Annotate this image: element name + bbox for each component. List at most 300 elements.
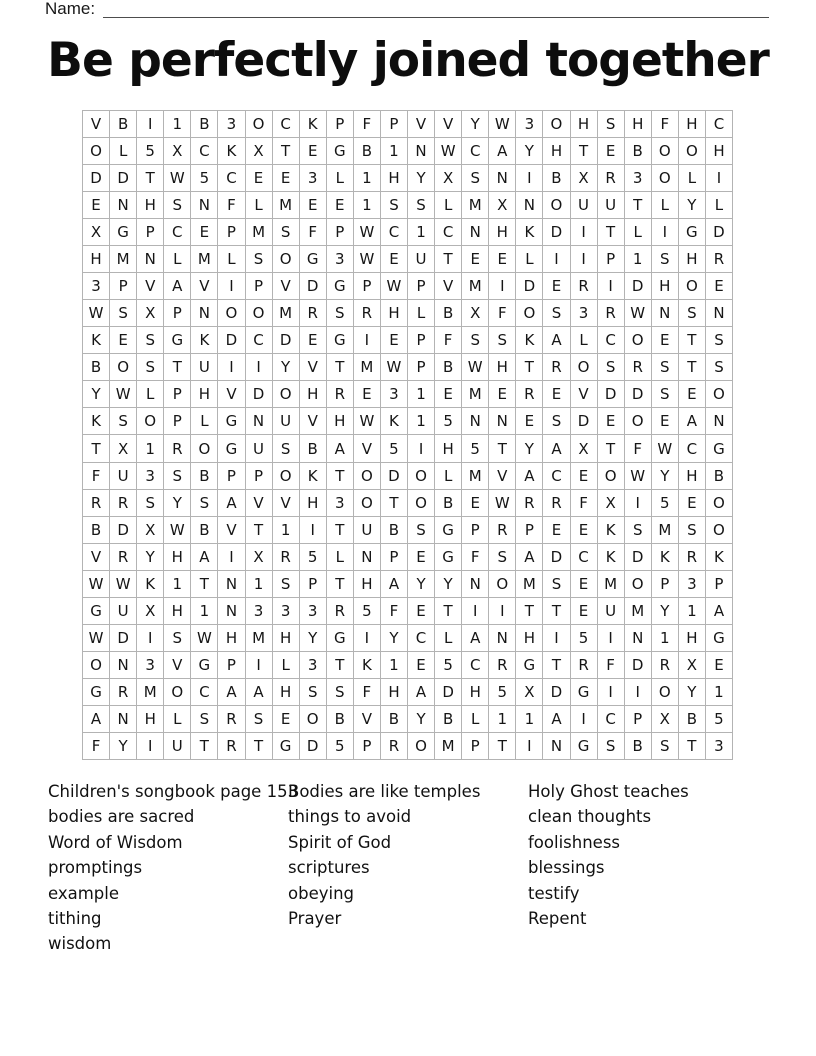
grid-cell: 1 [273,517,300,544]
grid-cell: R [598,165,625,192]
grid-cell: 1 [489,706,516,733]
grid-cell: S [598,111,625,138]
grid-cell: O [706,490,733,517]
grid-cell: D [625,273,652,300]
word-list-item: Holy Ghost teaches [528,782,689,801]
grid-cell: N [543,733,570,760]
grid-cell: V [435,111,462,138]
grid-cell: M [246,625,273,652]
grid-cell: E [435,381,462,408]
grid-cell: E [543,273,570,300]
grid-cell: 1 [679,598,706,625]
grid-cell: G [110,219,137,246]
grid-cell: 3 [273,598,300,625]
word-list-item: bodies are sacred [48,807,195,827]
grid-cell: O [543,111,570,138]
grid-cell: O [137,408,164,435]
word-list-column [288,779,528,957]
grid-cell: O [652,679,679,706]
grid-cell: Y [83,381,110,408]
grid-cell: E [83,192,110,219]
grid-cell: O [625,408,652,435]
grid-cell: 3 [381,381,408,408]
grid-cell: N [110,192,137,219]
grid-cell: M [652,517,679,544]
grid-cell: X [462,300,489,327]
grid-cell: P [327,111,354,138]
grid-cell: F [218,192,245,219]
grid-cell: D [598,381,625,408]
grid-cell: C [164,219,191,246]
grid-cell: I [625,679,652,706]
grid-cell: A [381,571,408,598]
grid-cell: V [164,652,191,679]
grid-cell: X [571,435,598,462]
grid-cell: R [218,733,245,760]
grid-cell: P [408,354,435,381]
grid-cell: G [164,327,191,354]
grid-cell: H [300,490,327,517]
grid-cell: E [679,490,706,517]
grid-cell: W [652,435,679,462]
grid-cell: M [516,571,543,598]
grid-cell: 3 [137,652,164,679]
grid-cell: B [327,706,354,733]
grid-cell: R [327,598,354,625]
word-list-item: wisdom [48,934,112,954]
grid-cell: P [354,733,381,760]
grid-cell: 3 [246,598,273,625]
grid-cell: L [246,192,273,219]
grid-cell: V [571,381,598,408]
grid-cell: C [598,327,625,354]
grid-cell: L [462,706,489,733]
grid-cell: A [191,544,218,571]
grid-cell: 5 [462,435,489,462]
grid-cell: L [408,300,435,327]
grid-cell: P [598,246,625,273]
grid-cell: O [300,706,327,733]
grid-cell: F [598,652,625,679]
grid-cell: 1 [408,381,435,408]
grid-cell: S [327,679,354,706]
grid-cell: 3 [516,111,543,138]
grid-cell: S [598,733,625,760]
grid-cell: O [652,165,679,192]
grid-cell: W [83,571,110,598]
grid-cell: U [246,435,273,462]
grid-cell: B [625,733,652,760]
grid-cell: X [83,219,110,246]
grid-cell: D [516,273,543,300]
grid-cell: 3 [300,165,327,192]
grid-cell: N [489,165,516,192]
grid-cell: W [164,517,191,544]
grid-cell: T [679,354,706,381]
grid-cell: C [598,706,625,733]
grid-cell: P [408,327,435,354]
grid-cell: T [543,652,570,679]
grid-cell: Y [137,544,164,571]
grid-cell: L [191,408,218,435]
grid-cell: C [381,219,408,246]
grid-cell: I [598,273,625,300]
grid-cell: D [300,733,327,760]
grid-cell: T [679,733,706,760]
grid-cell: P [300,571,327,598]
grid-cell: P [381,544,408,571]
grid-cell: P [327,219,354,246]
grid-cell: F [83,733,110,760]
grid-cell: L [327,165,354,192]
grid-cell: K [300,463,327,490]
grid-cell: G [327,327,354,354]
grid-cell: W [381,273,408,300]
grid-cell: K [137,571,164,598]
grid-cell: K [706,544,733,571]
grid-cell: V [300,408,327,435]
grid-cell: 1 [381,652,408,679]
word-list-item: foolishness [528,832,621,852]
grid-cell: O [273,246,300,273]
grid-cell: 1 [408,408,435,435]
grid-cell: D [110,517,137,544]
grid-cell: G [218,408,245,435]
grid-cell: O [246,300,273,327]
grid-cell: V [354,435,381,462]
grid-cell: G [327,138,354,165]
grid-cell: L [435,463,462,490]
grid-cell: E [598,408,625,435]
grid-cell: 5 [706,706,733,733]
grid-cell: P [137,219,164,246]
grid-cell: S [273,571,300,598]
grid-cell: K [300,111,327,138]
grid-cell: R [543,354,570,381]
grid-cell: L [273,652,300,679]
grid-cell: T [571,138,598,165]
grid-cell: E [300,138,327,165]
grid-cell: O [706,381,733,408]
grid-cell: O [652,138,679,165]
grid-cell: C [218,165,245,192]
grid-cell: E [543,517,570,544]
grid-cell: R [327,381,354,408]
grid-cell: P [218,652,245,679]
grid-cell: O [489,571,516,598]
grid-cell: H [300,381,327,408]
grid-cell: P [408,273,435,300]
grid-cell: 3 [218,111,245,138]
grid-cell: B [110,111,137,138]
grid-cell: N [462,219,489,246]
grid-cell: S [408,192,435,219]
grid-cell: T [327,517,354,544]
grid-cell: X [571,165,598,192]
grid-cell: G [706,625,733,652]
grid-cell: Y [516,435,543,462]
grid-cell: I [571,246,598,273]
grid-cell: L [164,706,191,733]
grid-cell: G [327,625,354,652]
grid-cell: N [462,408,489,435]
grid-cell: S [543,300,570,327]
grid-cell: T [435,598,462,625]
grid-cell: R [300,300,327,327]
grid-cell: A [83,706,110,733]
grid-cell: D [543,219,570,246]
grid-cell: E [571,517,598,544]
grid-cell: E [273,165,300,192]
grid-cell: G [706,435,733,462]
grid-cell: S [489,327,516,354]
grid-cell: S [652,381,679,408]
grid-cell: W [164,165,191,192]
grid-cell: G [571,733,598,760]
grid-cell: I [246,354,273,381]
grid-cell: R [489,652,516,679]
grid-cell: N [218,598,245,625]
grid-cell: H [137,706,164,733]
grid-cell: I [543,246,570,273]
grid-cell: L [625,219,652,246]
grid-cell: A [164,273,191,300]
grid-cell: V [435,273,462,300]
grid-cell: Y [408,165,435,192]
name-label: Name: [45,0,96,18]
grid-cell: I [489,273,516,300]
grid-cell: F [462,544,489,571]
grid-cell: E [408,652,435,679]
grid-cell: X [679,652,706,679]
grid-cell: V [137,273,164,300]
grid-cell: T [381,490,408,517]
grid-cell: I [246,652,273,679]
grid-cell: 1 [706,679,733,706]
grid-cell: H [83,246,110,273]
grid-cell: E [571,598,598,625]
grid-cell: 1 [164,571,191,598]
grid-cell: X [435,165,462,192]
grid-cell: B [83,517,110,544]
grid-cell: C [191,679,218,706]
grid-cell: S [246,706,273,733]
grid-cell: T [327,652,354,679]
grid-cell: V [273,273,300,300]
grid-cell: O [625,571,652,598]
grid-cell: A [246,679,273,706]
grid-cell: 5 [489,679,516,706]
grid-cell: L [571,327,598,354]
grid-cell: M [462,192,489,219]
grid-cell: B [706,463,733,490]
grid-cell: B [543,165,570,192]
grid-cell: N [191,192,218,219]
grid-cell: I [137,111,164,138]
grid-cell: N [489,625,516,652]
grid-cell: N [462,571,489,598]
grid-cell: V [83,111,110,138]
grid-cell: 1 [381,138,408,165]
grid-cell: 1 [652,625,679,652]
grid-cell: W [435,138,462,165]
grid-cell: Y [652,463,679,490]
grid-cell: P [246,463,273,490]
grid-cell: R [625,354,652,381]
grid-cell: N [516,192,543,219]
grid-cell: X [246,544,273,571]
grid-cell: H [489,219,516,246]
grid-cell: O [706,517,733,544]
grid-cell: N [408,138,435,165]
word-list-item: example [48,883,120,903]
grid-cell: 1 [191,598,218,625]
grid-cell: R [516,381,543,408]
grid-cell: N [218,571,245,598]
grid-cell: 5 [435,408,462,435]
grid-cell: D [273,327,300,354]
grid-cell: M [246,219,273,246]
grid-cell: C [462,138,489,165]
grid-cell: C [273,111,300,138]
grid-cell: M [110,246,137,273]
grid-cell: T [489,733,516,760]
grid-cell: G [435,544,462,571]
grid-cell: E [246,165,273,192]
grid-cell: P [218,463,245,490]
grid-cell: T [273,138,300,165]
grid-cell: N [110,652,137,679]
grid-cell: I [218,354,245,381]
grid-cell: T [489,435,516,462]
grid-cell: X [598,490,625,517]
grid-cell: T [83,435,110,462]
grid-cell: I [489,598,516,625]
word-list-item: Prayer [288,909,342,929]
grid-cell: 5 [652,490,679,517]
grid-cell: S [381,192,408,219]
grid-cell: Y [273,354,300,381]
grid-cell: C [435,219,462,246]
grid-cell: I [625,490,652,517]
grid-cell: F [381,598,408,625]
grid-cell: M [435,733,462,760]
grid-cell: E [408,598,435,625]
grid-cell: D [381,463,408,490]
grid-cell: R [164,435,191,462]
grid-cell: U [164,733,191,760]
grid-cell: I [652,219,679,246]
grid-cell: K [191,327,218,354]
grid-cell: P [625,706,652,733]
grid-cell: V [218,517,245,544]
grid-cell: T [327,463,354,490]
word-search-grid [82,110,733,760]
word-list-item: Word of Wisdom [48,832,183,852]
grid-cell: H [543,138,570,165]
grid-cell: R [83,490,110,517]
grid-cell: D [706,219,733,246]
grid-cell: E [571,571,598,598]
grid-cell: Y [516,138,543,165]
grid-cell: X [137,598,164,625]
word-list-item: clean thoughts [528,807,652,827]
grid-cell: W [191,625,218,652]
grid-cell: G [435,517,462,544]
grid-cell: R [571,273,598,300]
grid-cell: N [625,625,652,652]
grid-cell: R [516,490,543,517]
grid-cell: O [679,138,706,165]
grid-cell: O [218,300,245,327]
grid-cell: K [652,544,679,571]
grid-cell: I [300,517,327,544]
grid-cell: Y [652,598,679,625]
grid-cell: P [246,273,273,300]
grid-cell: P [652,571,679,598]
grid-cell: S [652,354,679,381]
grid-cell: Y [435,571,462,598]
grid-cell: K [598,517,625,544]
grid-cell: I [354,327,381,354]
grid-cell: V [218,381,245,408]
grid-cell: L [137,381,164,408]
grid-cell: H [679,463,706,490]
grid-cell: X [137,300,164,327]
grid-cell: F [435,327,462,354]
grid-cell: V [408,111,435,138]
grid-cell: M [598,571,625,598]
grid-cell: Y [679,679,706,706]
name-blank-line [103,1,769,18]
grid-cell: S [543,571,570,598]
grid-cell: 5 [191,165,218,192]
grid-cell: U [191,354,218,381]
grid-cell: O [679,273,706,300]
grid-cell: L [435,192,462,219]
grid-cell: L [652,192,679,219]
grid-cell: V [489,463,516,490]
grid-cell: N [137,246,164,273]
grid-cell: W [489,111,516,138]
grid-cell: I [354,625,381,652]
word-list-item: Repent [528,909,587,929]
grid-cell: D [246,381,273,408]
grid-cell: C [679,435,706,462]
grid-cell: 3 [83,273,110,300]
grid-cell: B [381,706,408,733]
grid-cell: S [652,246,679,273]
grid-cell: O [408,490,435,517]
grid-cell: S [137,490,164,517]
grid-cell: R [706,246,733,273]
grid-cell: E [110,327,137,354]
grid-cell: T [679,327,706,354]
word-list-item: scriptures [288,858,370,878]
grid-cell: Y [164,490,191,517]
grid-cell: A [489,138,516,165]
grid-cell: N [191,300,218,327]
grid-cell: F [354,679,381,706]
grid-cell: R [679,544,706,571]
grid-cell: E [598,138,625,165]
grid-cell: S [246,246,273,273]
grid-cell: Y [408,571,435,598]
grid-cell: O [191,435,218,462]
grid-cell: I [408,435,435,462]
grid-cell: P [164,381,191,408]
word-list-item: Children's songbook page 153 [48,782,299,801]
